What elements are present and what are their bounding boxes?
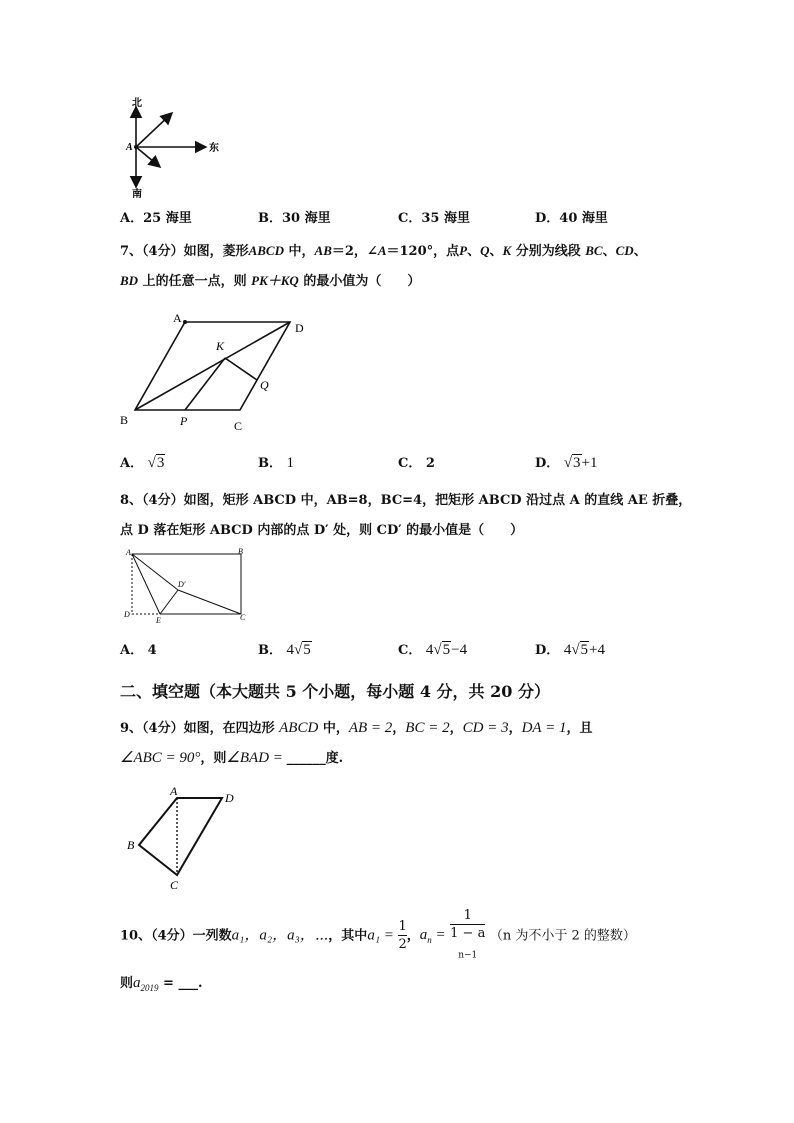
compass-north: 北 bbox=[132, 98, 142, 109]
quad-label-d: D bbox=[225, 791, 234, 805]
quad-label-b: B bbox=[127, 838, 135, 852]
section-heading-fill-in: 二、填空题（本大题共 5 个小题，每小题 4 分，共 20 分） bbox=[120, 682, 550, 701]
option-letter: B． bbox=[258, 456, 282, 471]
compass-point: A bbox=[126, 142, 133, 153]
q7-stem-line1: 7、（4分）如图，菱形ABCD 中，AB＝2，∠A＝120°，点P、Q、K 分别为线段 BC、CD、 bbox=[120, 243, 647, 259]
rhombus-label-c: C bbox=[234, 419, 243, 433]
option-letter: B． bbox=[258, 211, 282, 226]
q9-stem-line2: ∠ABC = 90°，则∠BAD = ______度. bbox=[120, 750, 344, 766]
rhombus-label-a: A bbox=[173, 311, 182, 325]
q8-option-a[interactable] bbox=[120, 639, 157, 658]
q10-stem-line1: 10、（4分）一列数a₁，a₂，a₃，⋯，其中a₁ = $\frac{1}{2}$ ，$a_n$ = 1 1 − a $_{n-1}$ （n 为不小于 2 的整数） bbox=[120, 907, 636, 965]
option-suffix: −4 bbox=[451, 642, 468, 658]
q8-option-d[interactable]: D． 4√5+4 bbox=[535, 642, 606, 658]
option-radicand: 3 bbox=[573, 455, 581, 471]
option-letter: A． bbox=[120, 456, 144, 471]
quad-label-c: C bbox=[170, 878, 179, 892]
q8-option-b[interactable]: B． 4√5 bbox=[258, 642, 311, 658]
q7-option-d[interactable]: D． √3+1 bbox=[535, 455, 598, 471]
q7-stem-line2: BD 上的任意一点，则 PK＋KQ 的最小值为（ ） bbox=[120, 273, 421, 289]
rhombus-label-d: D bbox=[295, 321, 304, 335]
option-value: 25 海里 bbox=[143, 211, 192, 226]
q7-option-c[interactable] bbox=[398, 452, 435, 471]
rect-label-e: E bbox=[156, 616, 161, 625]
option-radicand: 3 bbox=[156, 455, 165, 471]
option-value: 4 bbox=[147, 643, 157, 658]
option-value: 2 bbox=[425, 456, 435, 471]
option-letter: C． bbox=[398, 211, 422, 226]
q10-answer-blank[interactable]: ___. bbox=[178, 976, 203, 991]
option-letter: A． bbox=[120, 211, 144, 226]
q8-stem-line1: 8、（4分）如图，矩形 ABCD 中，AB=8，BC=4，把矩形 ABCD 沿过点 A 的直线 AE 折叠， bbox=[120, 493, 692, 508]
quadrilateral-figure bbox=[124, 782, 254, 892]
option-letter: C． bbox=[398, 643, 422, 658]
compass-south: 南 bbox=[132, 189, 142, 200]
option-value: 35 海里 bbox=[421, 211, 470, 226]
option-suffix: +1 bbox=[581, 455, 598, 471]
rect-label-b: B bbox=[238, 547, 243, 556]
q10-stem-line2: 则$a_{2019}$ = ___. bbox=[120, 975, 203, 993]
q6-option-a[interactable] bbox=[120, 207, 192, 226]
option-radicand: 5 bbox=[580, 642, 589, 658]
option-radicand: 5 bbox=[303, 642, 311, 658]
option-coefficient: 4 bbox=[286, 642, 295, 658]
option-value: 1 bbox=[286, 455, 295, 471]
q7-option-b[interactable] bbox=[258, 452, 294, 472]
rect-label-d: D bbox=[124, 610, 130, 619]
option-value: 30 海里 bbox=[282, 211, 331, 226]
rhombus-label-q: Q bbox=[260, 378, 269, 392]
rect-label-c: C bbox=[240, 613, 246, 622]
q6-option-b[interactable] bbox=[258, 207, 331, 226]
option-letter: C． bbox=[398, 456, 422, 471]
rhombus-label-p: P bbox=[180, 414, 188, 428]
option-coefficient: 4 bbox=[563, 642, 572, 658]
rhombus-figure bbox=[115, 308, 315, 433]
option-letter: D． bbox=[535, 211, 560, 226]
option-letter: A． bbox=[120, 643, 144, 658]
option-coefficient: 4 bbox=[425, 642, 434, 658]
q6-option-c[interactable] bbox=[398, 207, 470, 226]
option-suffix: +4 bbox=[589, 642, 606, 658]
q8-stem-line2: 点 D 落在矩形 ABCD 内部的点 D′ 处，则 CD′ 的最小值是（ ） bbox=[120, 523, 524, 538]
option-letter: B． bbox=[258, 643, 282, 658]
option-letter: D． bbox=[535, 456, 560, 471]
quad-label-a: A bbox=[170, 784, 178, 798]
q6-option-d[interactable] bbox=[535, 207, 608, 226]
q8-option-c[interactable]: C． 4√5−4 bbox=[398, 642, 468, 658]
q7-option-a[interactable]: A． √3 bbox=[120, 455, 165, 471]
compass-figure bbox=[120, 95, 230, 200]
rectangle-figure bbox=[120, 545, 255, 625]
rect-label-dprime: D′ bbox=[178, 580, 186, 589]
option-radicand: 5 bbox=[442, 642, 451, 658]
q9-answer-blank[interactable]: ______ bbox=[286, 751, 326, 766]
rect-label-a: A bbox=[126, 548, 131, 557]
option-letter: D． bbox=[535, 643, 560, 658]
compass-east: 东 bbox=[209, 143, 219, 154]
option-value: 40 海里 bbox=[559, 211, 608, 226]
rhombus-label-b: B bbox=[120, 413, 129, 427]
q9-stem-line1: 9、（4分）如图，在四边形 ABCD 中，AB = 2，BC = 2，CD = 3，DA = 1，且 bbox=[120, 720, 593, 736]
rhombus-label-k: K bbox=[216, 339, 225, 353]
